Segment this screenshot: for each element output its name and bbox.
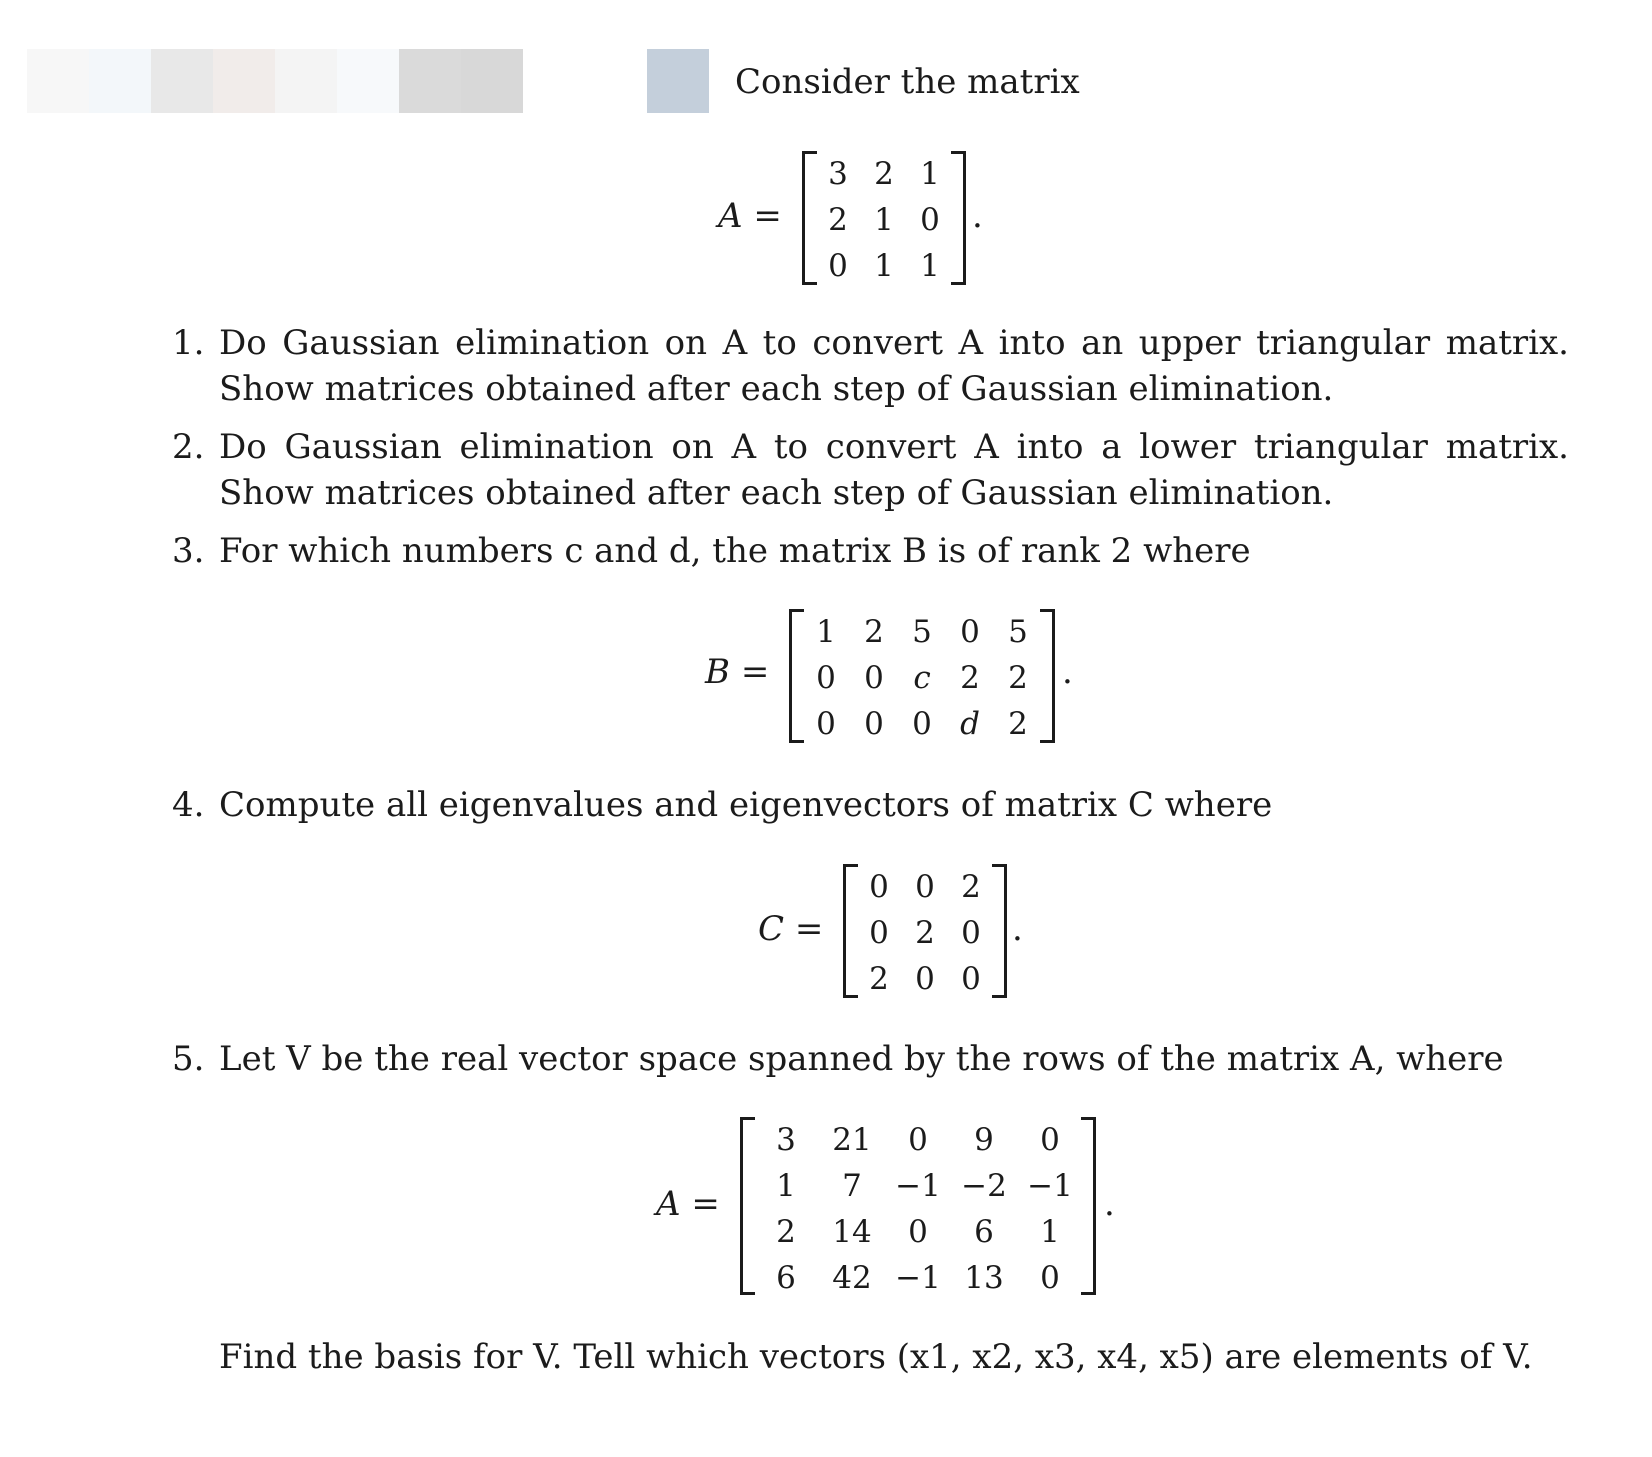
matrix-cell: 0 <box>961 915 981 951</box>
matrix-grid <box>815 151 953 289</box>
redaction-block <box>275 49 337 113</box>
matrix-c <box>846 867 1004 995</box>
matrix-cell: 0 <box>920 202 940 238</box>
matrix-grid <box>753 1117 1083 1301</box>
redaction-block <box>89 49 151 113</box>
matrix-cell: 2 <box>869 961 889 997</box>
matrix-cell: 6 <box>974 1214 994 1250</box>
intro-text: Consider the matrix <box>735 62 1080 102</box>
right-bracket <box>1040 609 1055 743</box>
matrix-cell: d <box>960 706 980 742</box>
matrix-cell: 0 <box>864 660 884 696</box>
matrix-grid <box>802 609 1042 747</box>
matrix-cell: 2 <box>961 869 981 905</box>
redaction-block <box>461 49 523 113</box>
matrix-cell: 0 <box>816 706 836 742</box>
matrix-cell: 0 <box>1040 1260 1060 1296</box>
redaction-block <box>27 49 89 113</box>
question-number: 5. <box>172 1039 205 1079</box>
matrix-label: C = <box>758 909 824 949</box>
matrix-cell: 0 <box>908 1122 928 1158</box>
matrix-cell: 1 <box>920 156 940 192</box>
matrix-cell: 2 <box>864 614 884 650</box>
matrix-cell: 0 <box>869 915 889 951</box>
matrix-a2 <box>743 1120 1093 1296</box>
question-number: 1. <box>172 323 205 363</box>
matrix-cell: 0 <box>908 1214 928 1250</box>
matrix-cell: 14 <box>832 1214 872 1250</box>
redaction-block <box>151 49 213 113</box>
matrix-cell: 9 <box>974 1122 994 1158</box>
question-text: Let V be the real vector space spanned by the rows of the matrix A, where <box>219 1039 1504 1079</box>
matrix-label: A = <box>656 1184 720 1224</box>
matrix-cell: 7 <box>842 1168 862 1204</box>
redaction-block <box>399 49 461 113</box>
matrix-cell: 5 <box>912 614 932 650</box>
matrix-cell: 6 <box>776 1260 796 1296</box>
question-text: For which numbers c and d, the matrix B is of rank 2 where <box>219 531 1251 571</box>
question-number: 4. <box>172 785 205 825</box>
period: . <box>1012 909 1023 949</box>
matrix-cell: 1 <box>874 248 894 284</box>
matrix-cell: 0 <box>915 961 935 997</box>
matrix-cell: 1 <box>816 614 836 650</box>
matrix-cell: 1 <box>874 202 894 238</box>
matrix-cell: 3 <box>776 1122 796 1158</box>
question-number: 2. <box>172 427 205 467</box>
matrix-cell: 1 <box>776 1168 796 1204</box>
matrix-cell: 0 <box>961 961 981 997</box>
period: . <box>1062 652 1073 692</box>
matrix-cell: 2 <box>960 660 980 696</box>
question-text: Do Gaussian elimination on A to convert A into an upper triangular matrix. Show matrices obtained after each step of Gaussian elimination. <box>219 323 1569 409</box>
matrix-cell: 2 <box>1008 706 1028 742</box>
matrix-cell: c <box>913 660 931 696</box>
question-text: Compute all eigenvalues and eigenvectors of matrix C where <box>219 785 1273 825</box>
matrix-cell: 0 <box>869 869 889 905</box>
redaction-block <box>337 49 399 113</box>
question-3 <box>172 528 1569 574</box>
matrix-cell: 0 <box>828 248 848 284</box>
matrix-cell: 2 <box>915 915 935 951</box>
matrix-cell: −1 <box>895 1260 941 1296</box>
matrix-cell: 13 <box>964 1260 1004 1296</box>
matrix-cell: 0 <box>1040 1122 1060 1158</box>
right-bracket <box>951 151 966 285</box>
redaction-block <box>213 49 275 113</box>
matrix-cell: 0 <box>960 614 980 650</box>
matrix-label: A = <box>718 196 782 236</box>
redaction-block <box>647 49 709 113</box>
final-instruction: Find the basis for V. Tell which vectors (x1, x2, x3, x4, x5) are elements of V. <box>219 1337 1533 1377</box>
matrix-cell: 21 <box>832 1122 872 1158</box>
matrix-cell: 0 <box>915 869 935 905</box>
matrix-cell: 42 <box>832 1260 872 1296</box>
matrix-cell: 2 <box>1008 660 1028 696</box>
question-1 <box>172 320 1569 412</box>
matrix-a1 <box>805 154 963 282</box>
matrix-grid <box>856 864 994 1002</box>
period: . <box>1104 1184 1115 1224</box>
matrix-cell: −2 <box>961 1168 1007 1204</box>
matrix-b <box>792 612 1052 740</box>
matrix-cell: 1 <box>1040 1214 1060 1250</box>
matrix-cell: −1 <box>1027 1168 1073 1204</box>
matrix-cell: 2 <box>828 202 848 238</box>
question-5 <box>172 1036 1569 1082</box>
matrix-cell: 3 <box>828 156 848 192</box>
matrix-cell: 0 <box>912 706 932 742</box>
right-bracket <box>992 864 1007 998</box>
matrix-cell: 0 <box>816 660 836 696</box>
redaction-block <box>523 49 585 113</box>
question-text: Do Gaussian elimination on A to convert A into a lower triangular matrix. Show matrices obtained after each step of Gaussian elimination. <box>219 427 1569 513</box>
period: . <box>972 196 983 236</box>
matrix-cell: 2 <box>776 1214 796 1250</box>
right-bracket <box>1081 1117 1096 1295</box>
question-2 <box>172 424 1569 516</box>
matrix-cell: 1 <box>920 248 940 284</box>
matrix-label: B = <box>705 652 770 692</box>
matrix-cell: 5 <box>1008 614 1028 650</box>
matrix-cell: 0 <box>864 706 884 742</box>
question-4 <box>172 782 1569 828</box>
question-number: 3. <box>172 531 205 571</box>
matrix-cell: −1 <box>895 1168 941 1204</box>
matrix-cell: 2 <box>874 156 894 192</box>
